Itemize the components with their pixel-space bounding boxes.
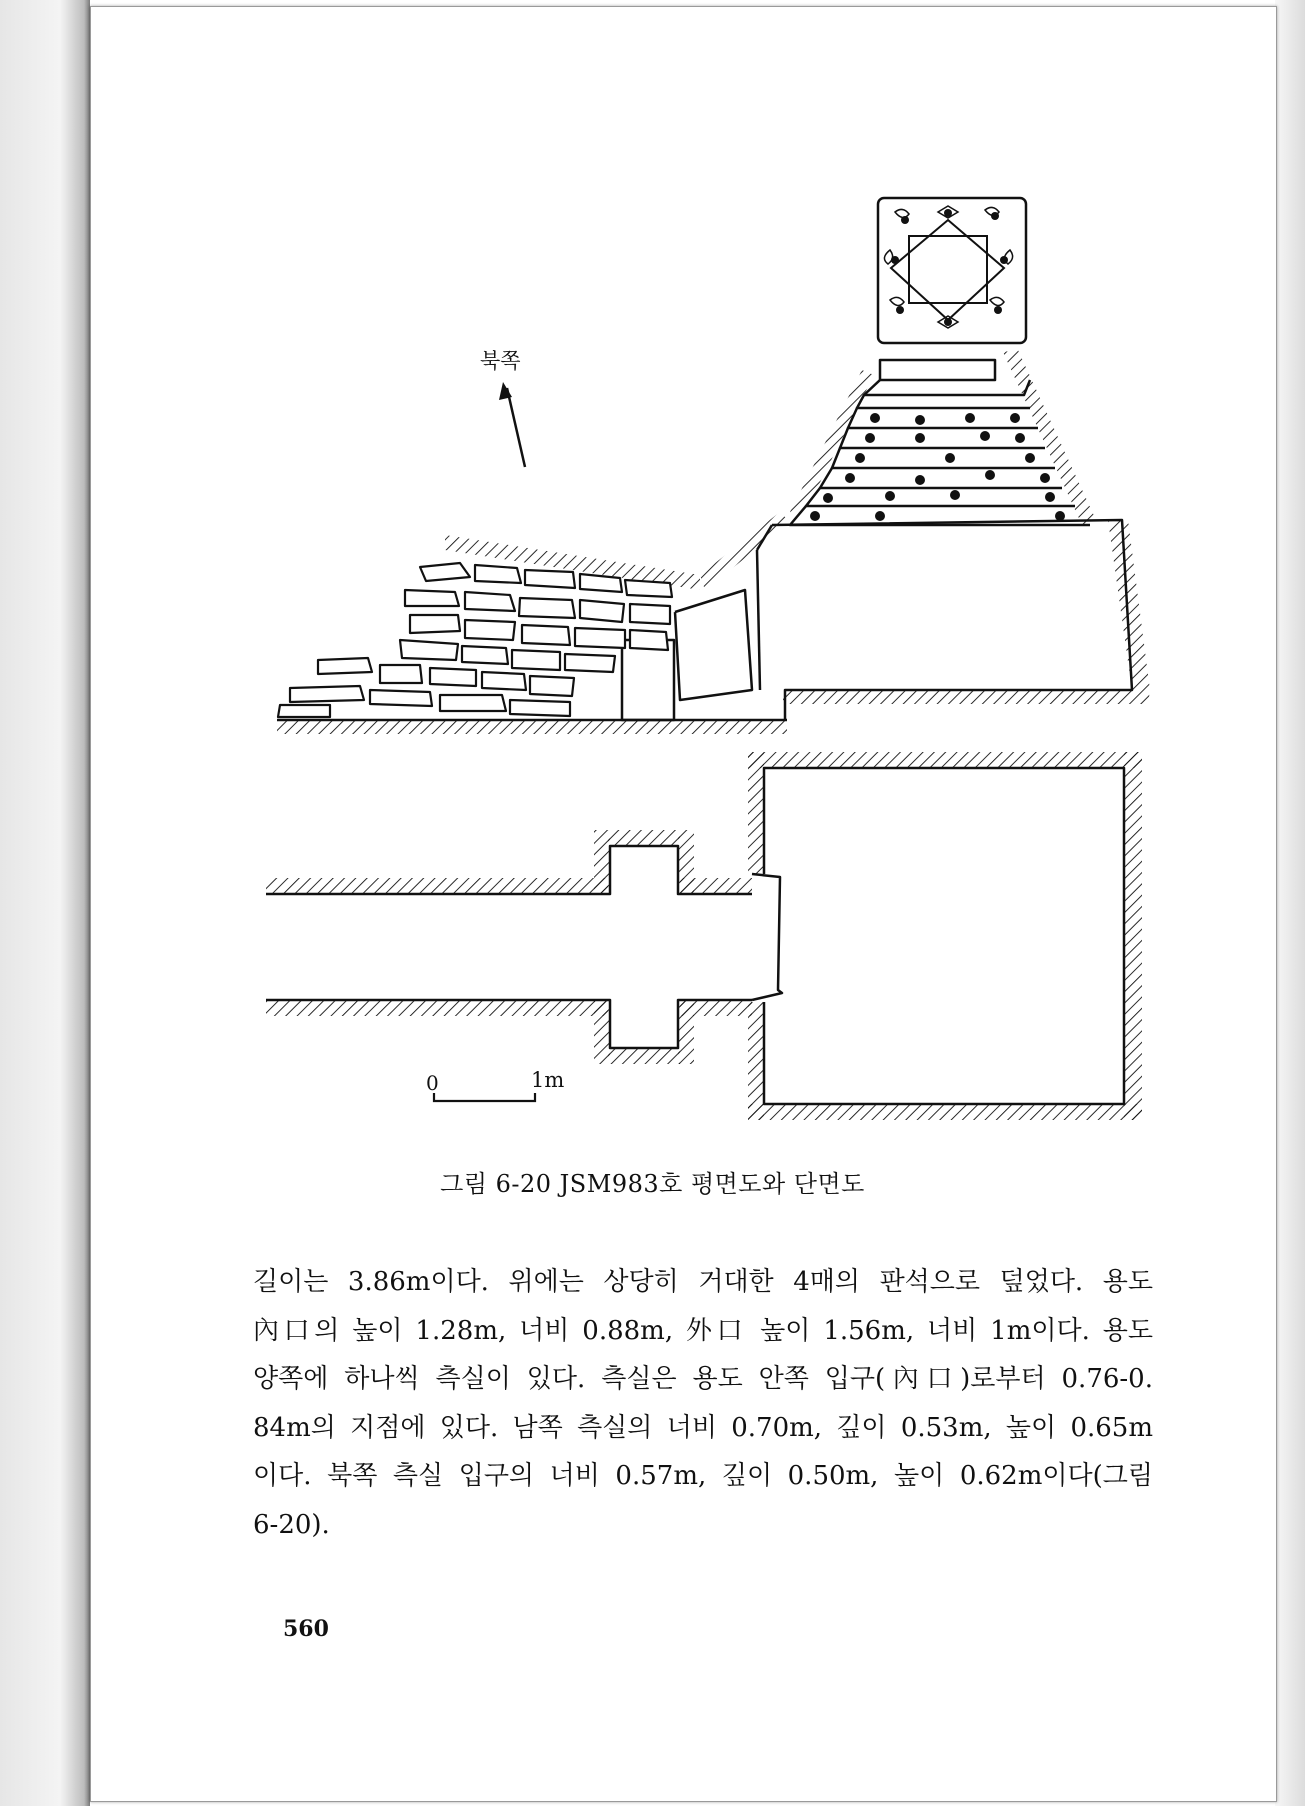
plan-hatching bbox=[266, 752, 1142, 1120]
body-line: 內口의 높이 1.28m, 너비 0.88m, 外口 높이 1.56m, 너비 1m이다. 용도 bbox=[253, 1315, 1153, 1346]
scale-label-one-meter: 1m bbox=[531, 1068, 565, 1092]
body-line: 6-20). bbox=[253, 1509, 330, 1540]
body-line: 이다. 북쪽 측실 입구의 너비 0.57m, 깊이 0.50m, 높이 0.62m이다(그림 bbox=[253, 1461, 1153, 1491]
figure-caption: 그림 6-20 JSM983호 평면도와 단면도 bbox=[440, 1170, 865, 1198]
lid-stone-drawing bbox=[878, 198, 1026, 343]
north-arrow-icon bbox=[499, 382, 525, 467]
body-line: 길이는 3.86m이다. 위에는 상당히 거대한 4매의 판석으로 덮었다. 용도 bbox=[253, 1267, 1153, 1297]
body-line: 양쪽에 하나씩 측실이 있다. 측실은 용도 안쪽 입구(內口)로부터 0.76-0. bbox=[253, 1364, 1153, 1394]
stone-wall-drawing bbox=[278, 563, 672, 717]
body-paragraph bbox=[253, 1258, 1153, 1549]
scale-bar bbox=[434, 1093, 535, 1101]
scale-label-zero: 0 bbox=[426, 1071, 439, 1095]
plan-drawing bbox=[266, 768, 1124, 1104]
body-line: 84m의 지점에 있다. 남쪽 측실의 너비 0.70m, 깊이 0.53m, 높이 0.65m bbox=[253, 1412, 1153, 1443]
north-label: 북쪽 bbox=[480, 349, 521, 373]
page-number: 560 bbox=[283, 1616, 329, 1642]
